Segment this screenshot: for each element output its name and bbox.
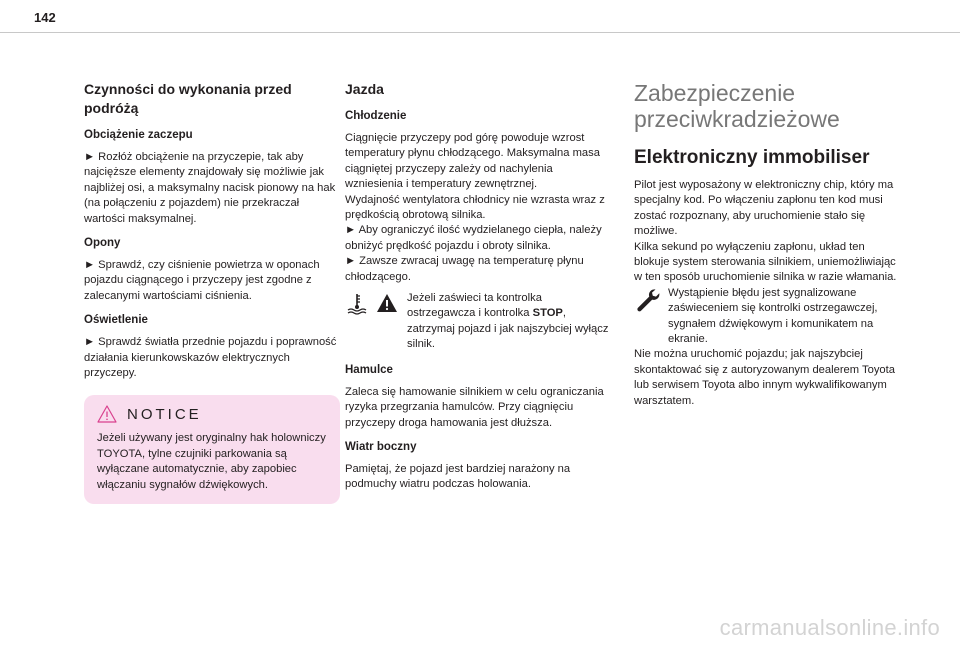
section-title-driving: Jazda — [345, 81, 384, 97]
heading-tyres: Opony — [84, 237, 121, 250]
heading-hitch-load: Obciążenie zaczepu — [84, 129, 193, 141]
text-immobiliser-4: Nie można uruchomić pojazdu; jak najszybciej skontaktować się z autoryzowanym dealerem Toyota lub serwisem Toyota albo innym wykwalifikowanym warsztatem. — [634, 348, 895, 407]
column-anti-theft — [634, 80, 902, 409]
notice-title: NOTICE — [127, 405, 202, 423]
immobiliser-fault — [634, 286, 902, 348]
page-number: 142 — [34, 10, 56, 25]
heading-cooling: Chłodzenie — [345, 110, 407, 122]
coolant-warning-text-pre: Jeżeli zaświeci ta kontrolka ostrzegawcza i kontrolka — [407, 292, 542, 320]
text-immobiliser-2: Kilka sekund po wyłączeniu zapłonu, układ ten blokuje system sterowania silnikiem, uniemożliwiając w ten sposób uruchomienie silnika w razie włamania. — [634, 240, 897, 284]
coolant-temperature-icon — [345, 291, 369, 315]
coolant-warning-text — [407, 291, 611, 353]
watermark: carmanualsonline.info — [719, 615, 940, 640]
column-driving — [345, 80, 611, 502]
wrench-icon — [634, 286, 662, 314]
text-cooling-2: Wydajność wentylatora chłodnicy nie wzrasta wraz z prędkością obrotową silnika. — [345, 193, 605, 222]
text-brakes: Zaleca się hamowanie silnikiem w celu ograniczania ryzyka przegrzania hamulców. Przy ciągnięciu przyczepy droga hamowania jest dłuższa. — [345, 385, 604, 429]
text-side-wind: Pamiętaj, że pojazd jest bardziej narażony na podmuchy wiatru podczas holowania. — [345, 462, 571, 491]
text-immobiliser-3: Wystąpienie błędu jest sygnalizowane zaświeceniem się kontrolki ostrzegawczej, sygnałem dźwiękowym i komunikatem na ekranie. — [668, 286, 878, 346]
column-before-travel — [84, 80, 340, 504]
text-tyres: ► Sprawdź, czy ciśnienie powietrza w oponach pojazdu ciągnącego i przyczepy jest zgodne z zalecanymi wartościami ciśnienia. — [84, 259, 320, 302]
header-divider — [0, 32, 960, 33]
heading-immobiliser: Elektroniczny immobiliser — [634, 147, 870, 168]
text-lighting: ► Sprawdź światła przednie pojazdu i poprawność działania kierunkowskazów elektrycznych przyczepy. — [84, 336, 337, 380]
text-hitch-load: ► Rozłóż obciążenie na przyczepie, tak aby najcięższe elementy znajdowały się możliwie jak najbliżej osi, a maksymalny nacisk pionowy na hak (na połączeniu z pojazdem) nie przekraczał wartości maksymalnej. — [84, 151, 336, 225]
stop-label: STOP — [532, 307, 563, 320]
warning-triangle-filled-icon — [375, 291, 399, 315]
section-title-before-travel: Czynności do wykonania przed podróżą — [84, 81, 292, 116]
warning-triangle-icon — [97, 405, 117, 423]
coolant-warning — [345, 291, 611, 353]
coolant-warning-text-post: , zatrzymaj pojazd i jak najszybciej wyłącz silnik. — [407, 307, 609, 351]
notice-header — [97, 405, 327, 423]
notice-box — [84, 395, 340, 504]
warning-lamps — [345, 291, 399, 315]
text-cooling-3: ► Aby ograniczyć ilość wydzielanego ciepła, należy obniżyć prędkość pojazdu i obroty silnika. — [345, 224, 602, 252]
notice-text: Jeżeli używany jest oryginalny hak holowniczy TOYOTA, tylne czujniki parkowania są wyłączane automatycznie, aby zapobiec włączaniu sygnałów dźwiękowych. — [97, 432, 326, 491]
section-title-anti-theft: Zabezpieczenie przeciwkradzieżowe — [634, 80, 840, 132]
text-cooling-1: Ciągnięcie przyczepy pod górę powoduje wzrost temperatury płynu chłodzącego. Maksymalna masa ciągniętej przyczepy zależy od nachylenia wzniesienia i temperatury zewnętrznej. — [345, 132, 600, 191]
text-cooling-4: ► Zawsze zwracaj uwagę na temperaturę płynu chłodzącego. — [345, 255, 584, 283]
heading-lighting: Oświetlenie — [84, 314, 148, 327]
heading-side-wind: Wiatr boczny — [345, 440, 417, 453]
heading-brakes: Hamulce — [345, 363, 393, 376]
text-immobiliser-1: Pilot jest wyposażony w elektroniczny chip, który ma specjalny kod. Po włączeniu zapłonu ten kod musi zostać rozpoznany, aby uruchomienie stało się możliwe. — [634, 179, 894, 238]
